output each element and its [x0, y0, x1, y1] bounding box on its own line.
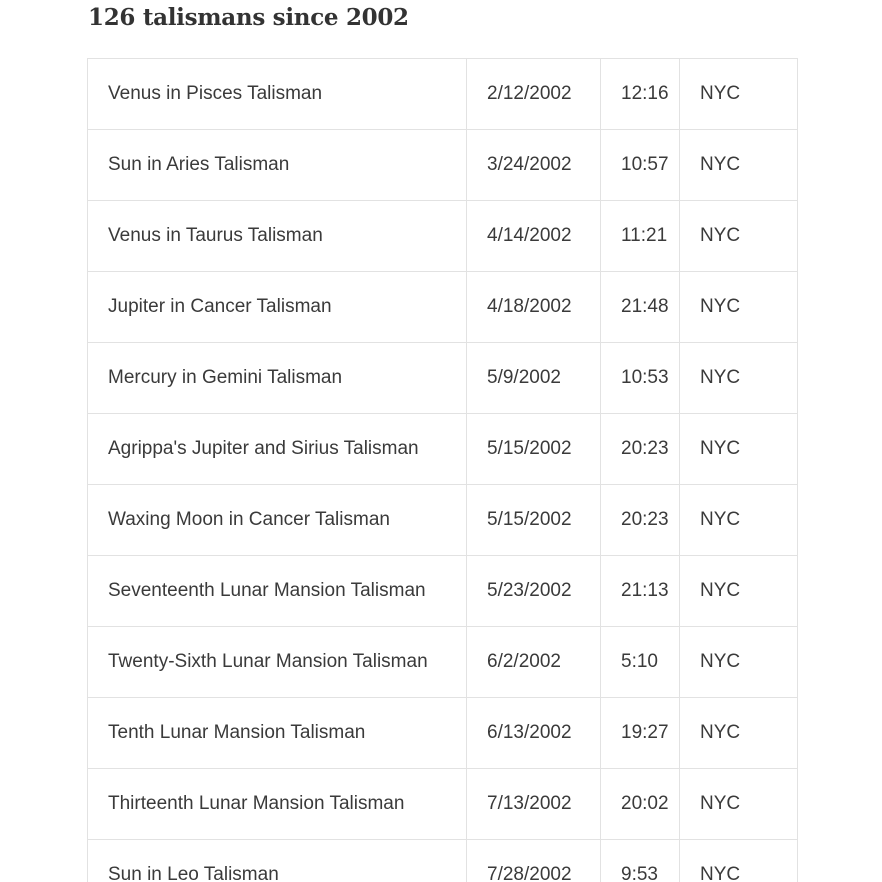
table-row [88, 840, 798, 882]
talisman-date-cell: 7/28/2002 [467, 840, 601, 882]
talisman-location-cell: NYC [680, 556, 798, 627]
page-heading: 126 talismans since 2002 [88, 4, 409, 31]
table-row [88, 201, 798, 272]
talisman-name-cell: Thirteenth Lunar Mansion Talisman [88, 769, 467, 840]
table-row [88, 698, 798, 769]
table-row [88, 485, 798, 556]
talisman-time-cell: 10:57 [601, 130, 680, 201]
talisman-date-cell: 7/13/2002 [467, 769, 601, 840]
talisman-name-cell: Venus in Taurus Talisman [88, 201, 467, 272]
talisman-date-cell: 3/24/2002 [467, 130, 601, 201]
talisman-name-cell: Seventeenth Lunar Mansion Talisman [88, 556, 467, 627]
talisman-time-cell: 19:27 [601, 698, 680, 769]
talisman-time-cell: 21:48 [601, 272, 680, 343]
talisman-time-cell: 20:02 [601, 769, 680, 840]
talisman-time-cell: 5:10 [601, 627, 680, 698]
talisman-name-cell: Jupiter in Cancer Talisman [88, 272, 467, 343]
table-row [88, 414, 798, 485]
talisman-name-cell: Sun in Aries Talisman [88, 130, 467, 201]
table-row [88, 556, 798, 627]
talisman-location-cell: NYC [680, 414, 798, 485]
table-row [88, 59, 798, 130]
talisman-name-cell: Agrippa's Jupiter and Sirius Talisman [88, 414, 467, 485]
talisman-time-cell: 11:21 [601, 201, 680, 272]
talisman-location-cell: NYC [680, 698, 798, 769]
talisman-location-cell: NYC [680, 130, 798, 201]
talisman-location-cell: NYC [680, 272, 798, 343]
talisman-time-cell: 20:23 [601, 485, 680, 556]
table-row [88, 769, 798, 840]
talisman-table [87, 58, 798, 882]
talisman-name-cell: Mercury in Gemini Talisman [88, 343, 467, 414]
talisman-date-cell: 5/15/2002 [467, 485, 601, 556]
talisman-location-cell: NYC [680, 769, 798, 840]
talisman-name-cell: Waxing Moon in Cancer Talisman [88, 485, 467, 556]
talisman-date-cell: 5/23/2002 [467, 556, 601, 627]
talisman-location-cell: NYC [680, 201, 798, 272]
talisman-location-cell: NYC [680, 343, 798, 414]
table-row [88, 343, 798, 414]
talisman-table-body [88, 59, 798, 882]
talisman-time-cell: 12:16 [601, 59, 680, 130]
talisman-date-cell: 4/14/2002 [467, 201, 601, 272]
talisman-location-cell: NYC [680, 627, 798, 698]
talisman-name-cell: Venus in Pisces Talisman [88, 59, 467, 130]
talisman-date-cell: 2/12/2002 [467, 59, 601, 130]
talisman-date-cell: 6/2/2002 [467, 627, 601, 698]
talisman-location-cell: NYC [680, 59, 798, 130]
talisman-name-cell: Sun in Leo Talisman [88, 840, 467, 882]
talisman-name-cell: Tenth Lunar Mansion Talisman [88, 698, 467, 769]
table-row [88, 130, 798, 201]
table-row [88, 272, 798, 343]
talisman-location-cell: NYC [680, 485, 798, 556]
talisman-date-cell: 4/18/2002 [467, 272, 601, 343]
talisman-time-cell: 21:13 [601, 556, 680, 627]
talisman-date-cell: 5/9/2002 [467, 343, 601, 414]
table-row [88, 627, 798, 698]
talisman-time-cell: 20:23 [601, 414, 680, 485]
talisman-time-cell: 9:53 [601, 840, 680, 882]
talisman-date-cell: 6/13/2002 [467, 698, 601, 769]
talisman-name-cell: Twenty-Sixth Lunar Mansion Talisman [88, 627, 467, 698]
talisman-location-cell: NYC [680, 840, 798, 882]
talisman-date-cell: 5/15/2002 [467, 414, 601, 485]
talisman-time-cell: 10:53 [601, 343, 680, 414]
